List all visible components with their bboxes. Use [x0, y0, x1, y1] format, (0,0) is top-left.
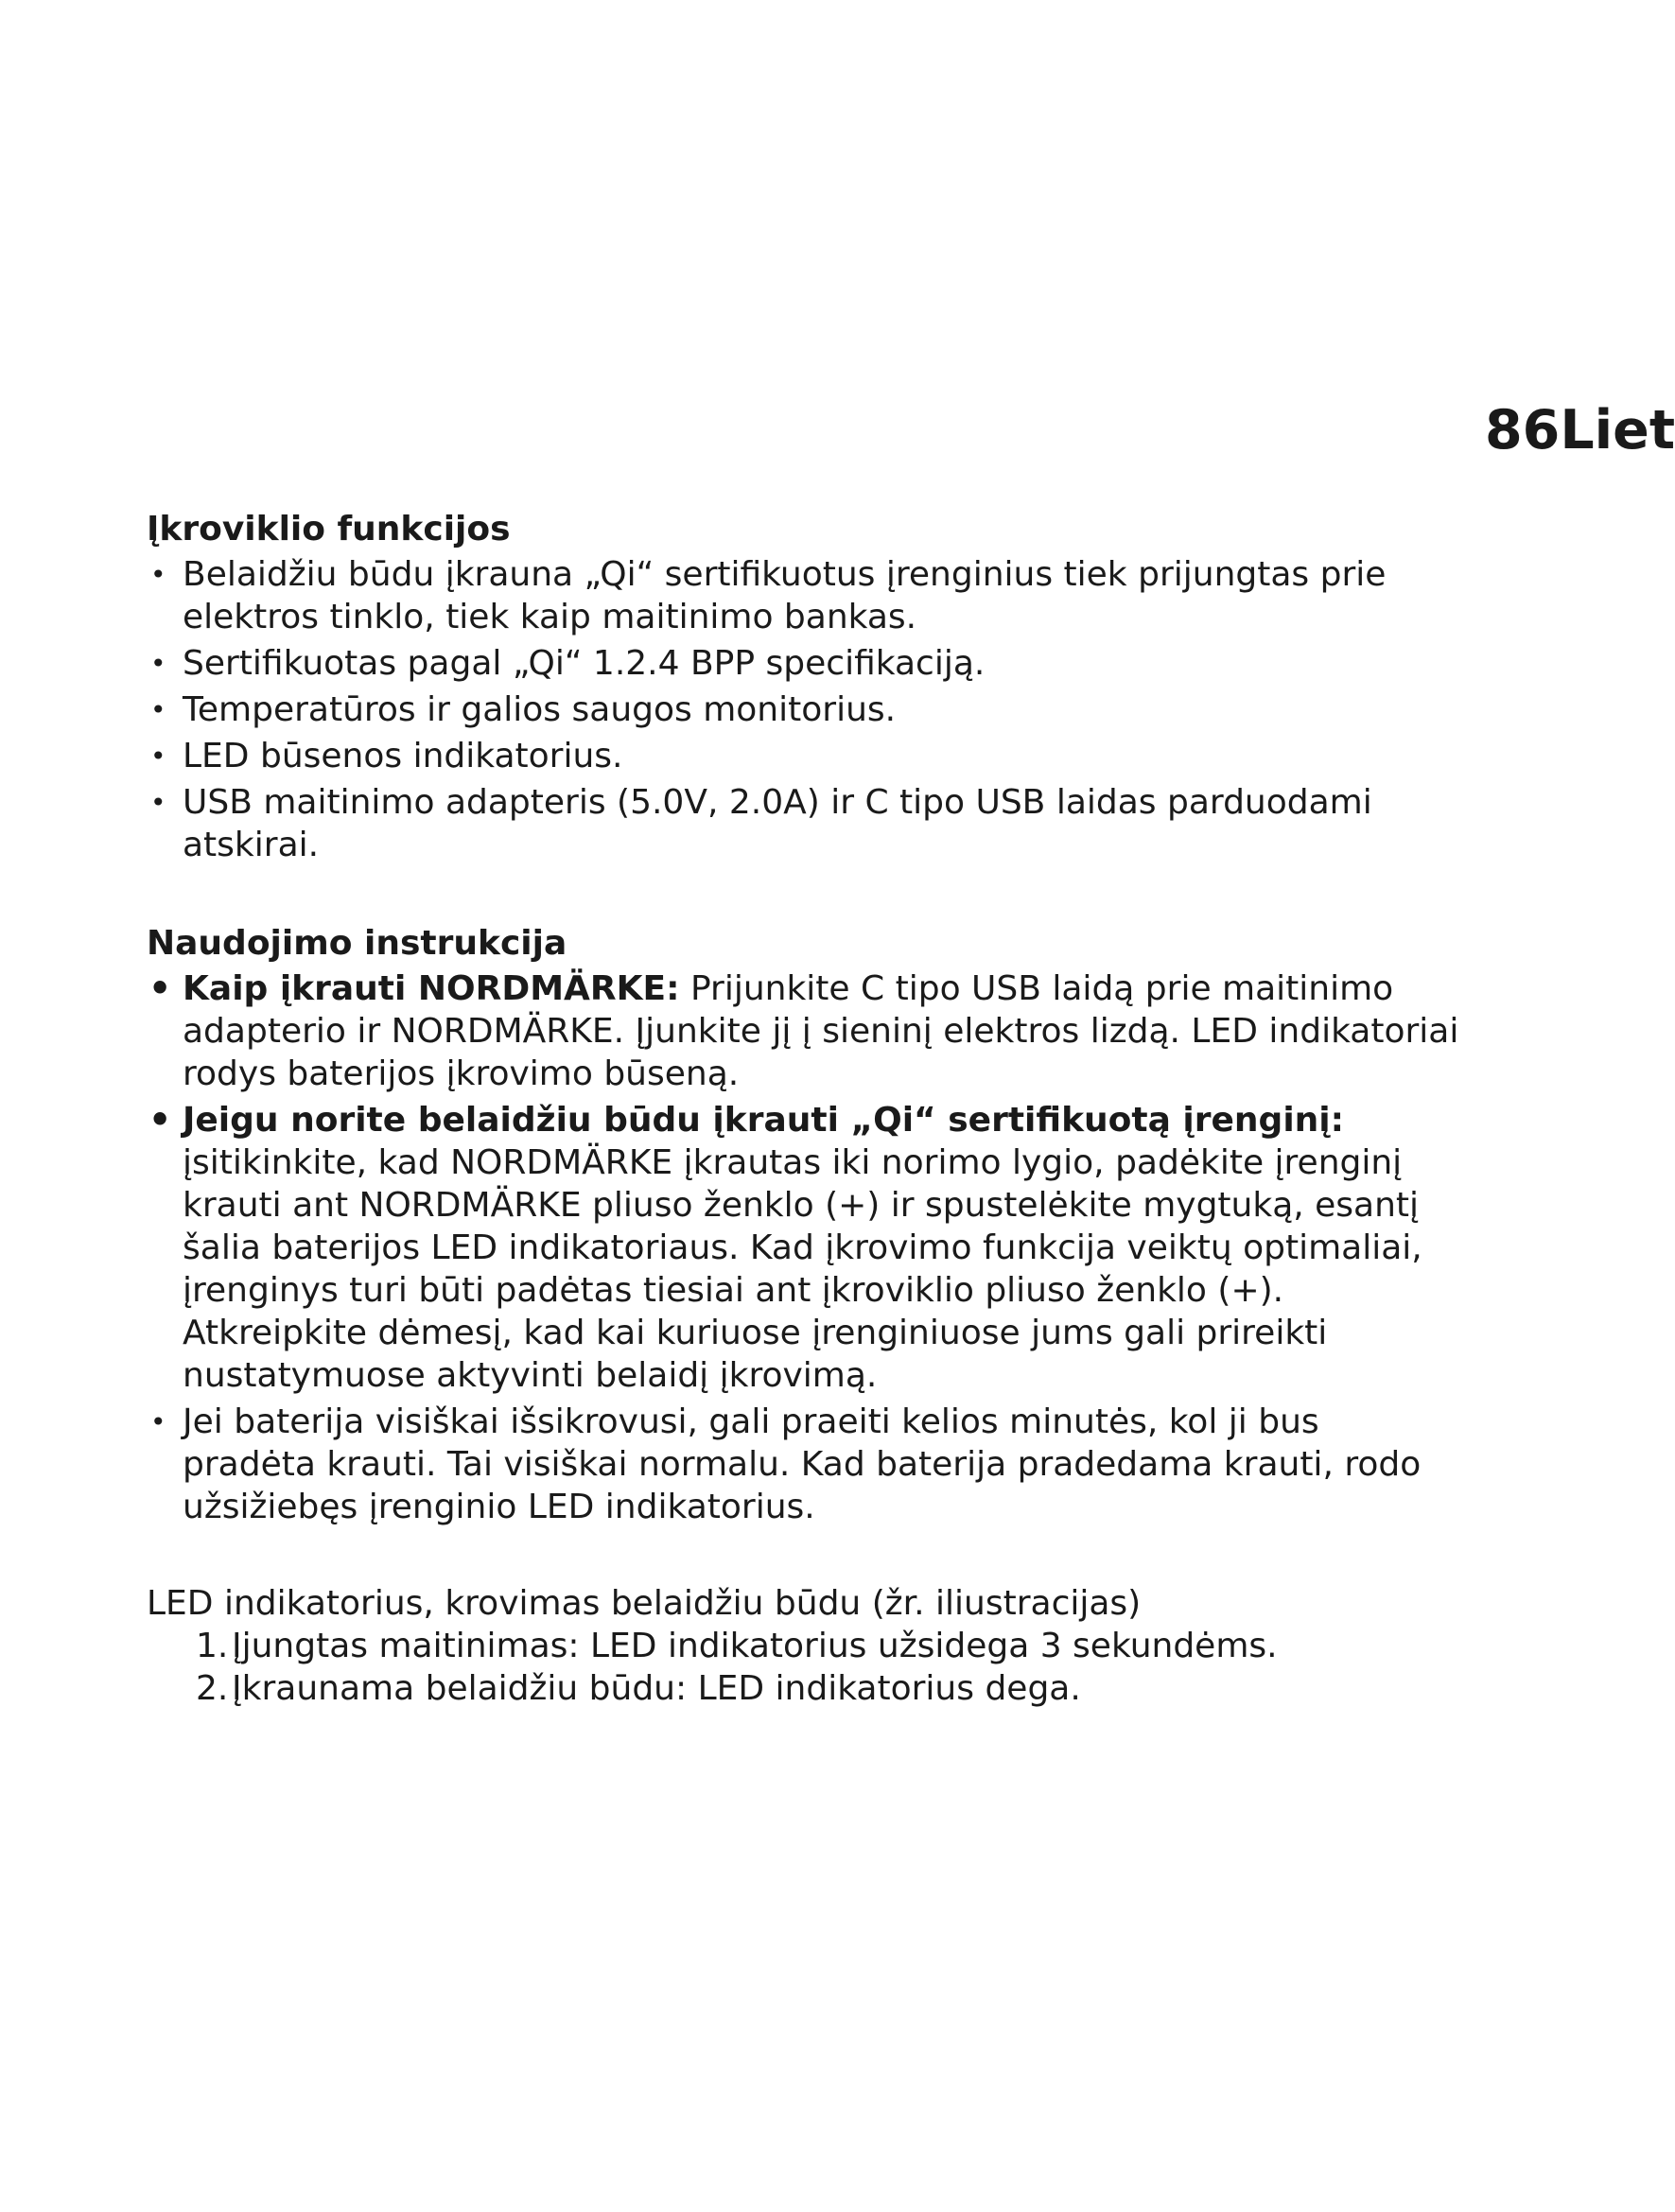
bullet-icon: • [150, 787, 166, 818]
language-label: Liet [1560, 399, 1675, 462]
led-item [196, 1667, 1461, 1710]
instructions-item-text: Prijunkite C tipo USB laidą prie maitinimo adapterio ir NORDMÄRKE. Įjunkite jį į sieninį elektros lizdą. LED indikatoriai rodys baterijos įkrovimo būseną. [183, 969, 1459, 1093]
instructions-item-bold: Kaip įkrauti NORDMÄRKE: [183, 969, 680, 1008]
features-item [147, 688, 1461, 731]
page-header [1318, 397, 1675, 463]
features-item [147, 553, 1461, 638]
page-number: 86 [1485, 399, 1561, 462]
bullet-icon: • [148, 1099, 172, 1141]
led-item-number: 2. [196, 1669, 229, 1708]
bullet-icon: • [150, 694, 166, 725]
instructions-list [147, 967, 1461, 1528]
features-item-text: Sertifikuotas pagal „Qi“ 1.2.4 BPP specifikaciją. [183, 644, 986, 683]
features-item-text: LED būsenos indikatorius. [183, 737, 623, 775]
features-list [147, 553, 1461, 866]
led-intro: LED indikatorius, krovimas belaidžiu būdu (žr. iliustracijas) [147, 1584, 1142, 1623]
led-item-number: 1. [196, 1627, 229, 1665]
features-item [147, 735, 1461, 777]
features-item-text: Temperatūros ir galios saugos monitorius. [183, 690, 897, 729]
led-item-text: Įkraunama belaidžiu būdu: LED indikatorius dega. [232, 1669, 1081, 1708]
instructions-item-bold: Jeigu norite belaidžiu būdu įkrauti „Qi“ sertifikuotą įrenginį: [183, 1101, 1345, 1140]
led-list [147, 1625, 1461, 1710]
bullet-icon: • [150, 1406, 166, 1437]
instructions-title: Naudojimo instrukcija [147, 924, 567, 963]
page-header-text [1485, 397, 1675, 463]
features-item [147, 781, 1461, 866]
features-item [147, 642, 1461, 685]
features-item-text: USB maitinimo adapteris (5.0V, 2.0A) ir C tipo USB laidas parduodami atskirai. [183, 783, 1372, 864]
instructions-item-text: įsitikinkite, kad NORDMÄRKE įkrautas iki norimo lygio, padėkite įrenginį krauti ant NORDMÄRKE pliuso ženklo (+) ir spustelėkite mygtuką, esantį šalia baterijos LED indikatoriaus. Kad įkrovimo funkcija veiktų optimaliai, įrenginys turi būti padėtas tiesiai ant įkroviklio pliuso ženklo (+). Atkreipkite dėmesį, kad kai kuriuose įrenginiuose jums gali prireikti nustatymuose aktyvinti belaidį įkrovimą. [183, 1143, 1422, 1395]
led-item [196, 1625, 1461, 1667]
features-item-text: Belaidžiu būdu įkrauna „Qi“ sertifikuotus įrenginius tiek prijungtas prie elektros tinklo, tiek kaip maitinimo bankas. [183, 555, 1387, 636]
bullet-icon: • [150, 740, 166, 772]
bullet-icon: • [150, 648, 166, 679]
document-content [147, 506, 1461, 1710]
bullet-icon: • [150, 559, 166, 590]
features-title: Įkroviklio funkcijos [147, 510, 511, 549]
bullet-icon: • [148, 967, 172, 1009]
instructions-item [147, 1401, 1461, 1528]
instructions-item [147, 967, 1461, 1095]
instructions-item [147, 1099, 1461, 1397]
instructions-item-text: Jei baterija visiškai išsikrovusi, gali praeiti kelios minutės, kol ji bus pradėta krauti. Tai visiškai normalu. Kad baterija pradedama krauti, rodo užsižiebęs įrenginio LED indikatorius. [183, 1402, 1422, 1526]
led-item-text: Įjungtas maitinimas: LED indikatorius užsidega 3 sekundėms. [232, 1627, 1278, 1665]
